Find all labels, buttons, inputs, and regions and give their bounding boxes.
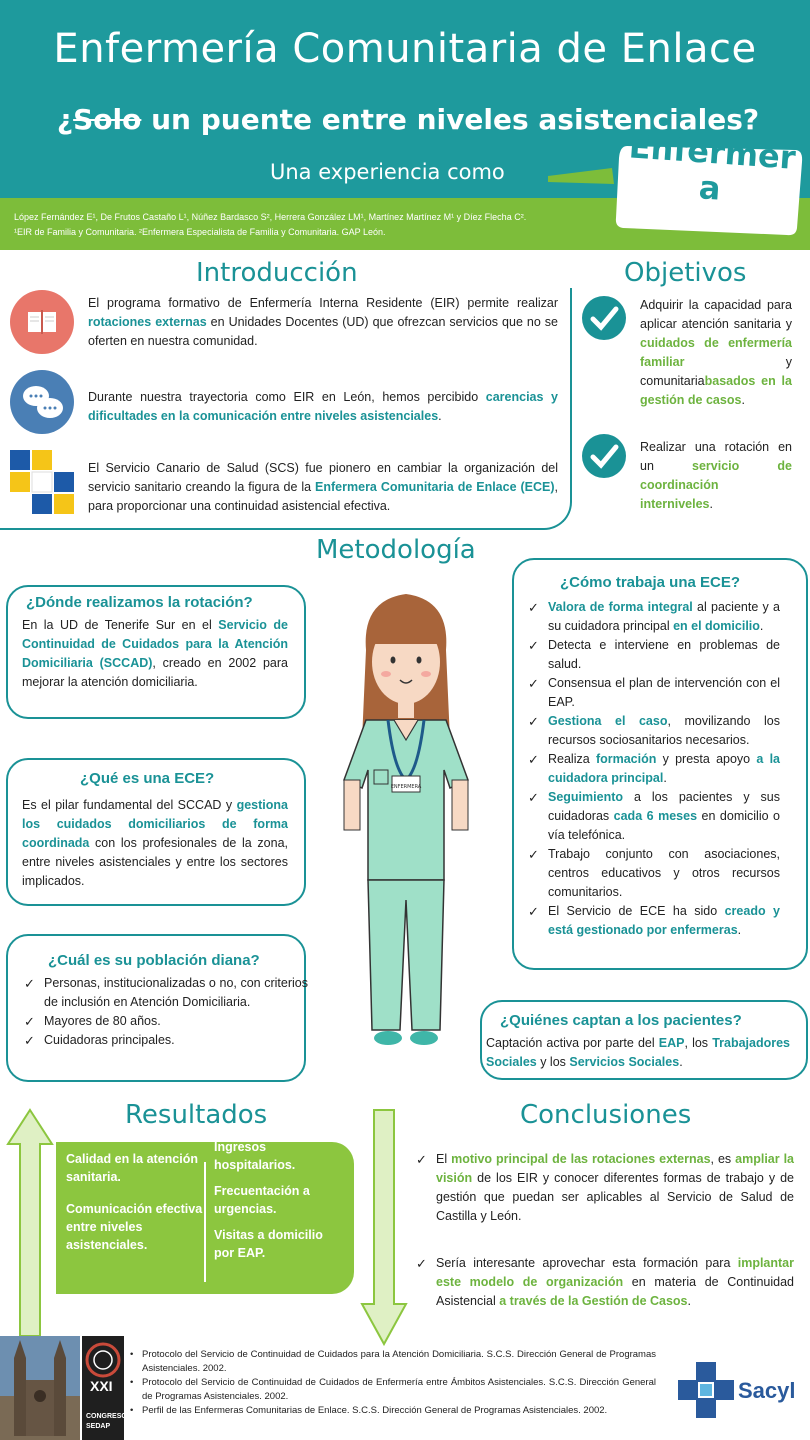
list-item: ✓ El motivo principal de las rotaciones externas, es ampliar la visión de los EIR y conocer diferentes formas de trabajo y de gestión que puedan ser aplicables al Servicio de Salud de Castilla y León. (416, 1152, 794, 1223)
check-icon (582, 296, 626, 340)
list-item: ✓ Realiza formación y presta apoyo a la cuidadora principal. (528, 752, 780, 785)
name-badge: ENFERMERA (390, 784, 422, 790)
results-divider (204, 1162, 206, 1282)
chat-bubbles-icon (10, 370, 74, 434)
what-title: ¿Qué es una ECE? (80, 770, 215, 787)
results-decreases: Ingresos hospitalarios. Frecuentación a urgencias. Visitas a domicilio por EAP. (214, 1140, 323, 1260)
check-icon (582, 434, 626, 478)
list-item: ✓ Cuidadoras principales. (24, 1033, 175, 1048)
list-item: ✓ Detecta e interviene en problemas de salud. (528, 638, 780, 671)
list-item: ✓ Seguimiento a los pacientes y sus cuidadoras cada 6 meses en domicilio o vía telefónica. (528, 790, 781, 842)
list-item: ✓ Consensua el plan de intervención con el EAP. (528, 676, 780, 709)
nurse-illustration (326, 580, 486, 1060)
reference-item: • Protocolo del Servicio de Continuidad de Cuidados de Enfermería entre Ámbitos Asistenciales. S.C.S. Dirección General de Programas Asistenciales. 2002. (128, 1376, 656, 1404)
population-title: ¿Cuál es su población diana? (48, 952, 260, 969)
list-item: ✓ Sería interesante aprovechar esta formación para implantar este modelo de organización en materia de Continuidad Asistencial a través de la Gestión de Casos. (416, 1256, 794, 1308)
methodology-title: Metodología (316, 535, 476, 565)
how-title: ¿Cómo trabaja una ECE? (560, 574, 741, 591)
where-text: En la UD de Tenerife Sur en el Servicio de Continuidad de Cuidados para la Atención Domiciliaria (SCCAD), creado en 2002 para mejorar la atención domiciliaria. (22, 618, 289, 689)
conclusions-title: Conclusiones (520, 1100, 692, 1130)
list-item: ✓ Valora de forma integral al paciente y a su cuidadora principal en el domicilio. (528, 600, 780, 633)
who-title: ¿Quiénes captan a los pacientes? (500, 1012, 742, 1029)
cathedral-photo (0, 1336, 80, 1440)
objectives-title: Objetivos (624, 258, 747, 288)
list-item: ✓ Gestiona el caso, movilizando los recursos sociosanitarios necesarios. (528, 714, 780, 747)
sacyl-cross-icon (678, 1362, 736, 1420)
what-text: Es el pilar fundamental del SCCAD y gestiona los cuidados domiciliarios de forma coordinada con los profesionales de la zona, entre niveles asistenciales y entre los sectores implicados. (22, 798, 288, 888)
where-title: ¿Dónde realizamos la rotación? (26, 594, 253, 611)
objective-1: Adquirir la capacidad para aplicar atención sanitaria y cuidados de enfermería familiar y comunitariabasados en la gestión de casos. (640, 298, 792, 407)
arrow-down-icon (360, 1108, 408, 1348)
intro-title: Introducción (196, 258, 358, 288)
poster-subtitle: ¿Solo un puente entre niveles asistenciales? (56, 103, 760, 136)
experience-text: Una experiencia como (270, 160, 505, 184)
list-item: ✓ Personas, institucionalizadas o no, con criterios de inclusión en Atención Domiciliaria. (24, 976, 308, 1009)
objective-2: Realizar una rotación en un servicio de coordinación interniveles. (640, 440, 792, 511)
references (128, 1348, 656, 1418)
sacyl-logo-text: Sacyl (738, 1378, 796, 1403)
arrow-up-icon (6, 1108, 54, 1338)
reference-item: • Perfil de las Enfermeras Comunitarias de Enlace. S.C.S. Dirección General de Programas Asistenciales. 2002. (128, 1404, 656, 1418)
who-text: Captación activa por parte del EAP, los Trabajadores Sociales y los Servicios Sociales. (486, 1036, 791, 1069)
list-item: ✓ Trabajo conjunto con asociaciones, centros educativos y otros recursos comunitarios. (528, 847, 780, 899)
list-item: ✓ El Servicio de ECE ha sido creado y está gestionado por enfermeras. (528, 904, 780, 937)
congress-number: XXI (90, 1378, 113, 1394)
bubble-text: Enfermer a (627, 127, 797, 208)
congress-label: CONGRESO SEDAP (86, 1413, 127, 1430)
intro-paragraph-2: Durante nuestra trayectoria como EIR en León, hemos percibido carencias y dificultades en la comunicación entre niveles asistenciales. (88, 390, 559, 423)
how-list (528, 598, 780, 940)
list-item: ✓ Mayores de 80 años. (24, 1014, 161, 1029)
authors: López Fernández E¹, De Frutos Castaño L¹, Núñez Bardasco S², Herrera González LM¹, Martínez Martínez M¹ y Díez Flecha C². ¹EIR de Familia y Comunitaria. ²Enfermera Especialista de Familia y Comunitaria. GAP León. (14, 212, 527, 237)
results-title: Resultados (125, 1100, 268, 1130)
intro-paragraph-3: El Servicio Canario de Salud (SCS) fue pionero en cambiar la organización del servicio sanitario creando la figura de la Enfermera Comunitaria de Enlace (ECE), para proporcionar una continuidad asistencial efectiva. (88, 461, 558, 513)
intro-paragraph-1: El programa formativo de Enfermería Interna Residente (EIR) permite realizar rotaciones externas en Unidades Docentes (UD) que ofrezcan servicios que no se oferten en nuestra comunidad. (88, 296, 559, 348)
conclusions-list (416, 1150, 794, 1339)
results-increases: Calidad en la atención sanitaria. Comunicación efectiva entre niveles asistenciales. (66, 1152, 203, 1252)
scs-logo-icon (10, 450, 74, 514)
struck-word: Solo (73, 103, 142, 136)
book-icon (10, 290, 74, 354)
poster-title: Enfermería Comunitaria de Enlace (53, 26, 757, 72)
reference-item: • Protocolo del Servicio de Continuidad de Cuidados para la Atención Domiciliaria. S.C.S. Dirección General de Programas Asistenciales. 2002. (128, 1348, 656, 1376)
population-list (24, 974, 308, 1050)
